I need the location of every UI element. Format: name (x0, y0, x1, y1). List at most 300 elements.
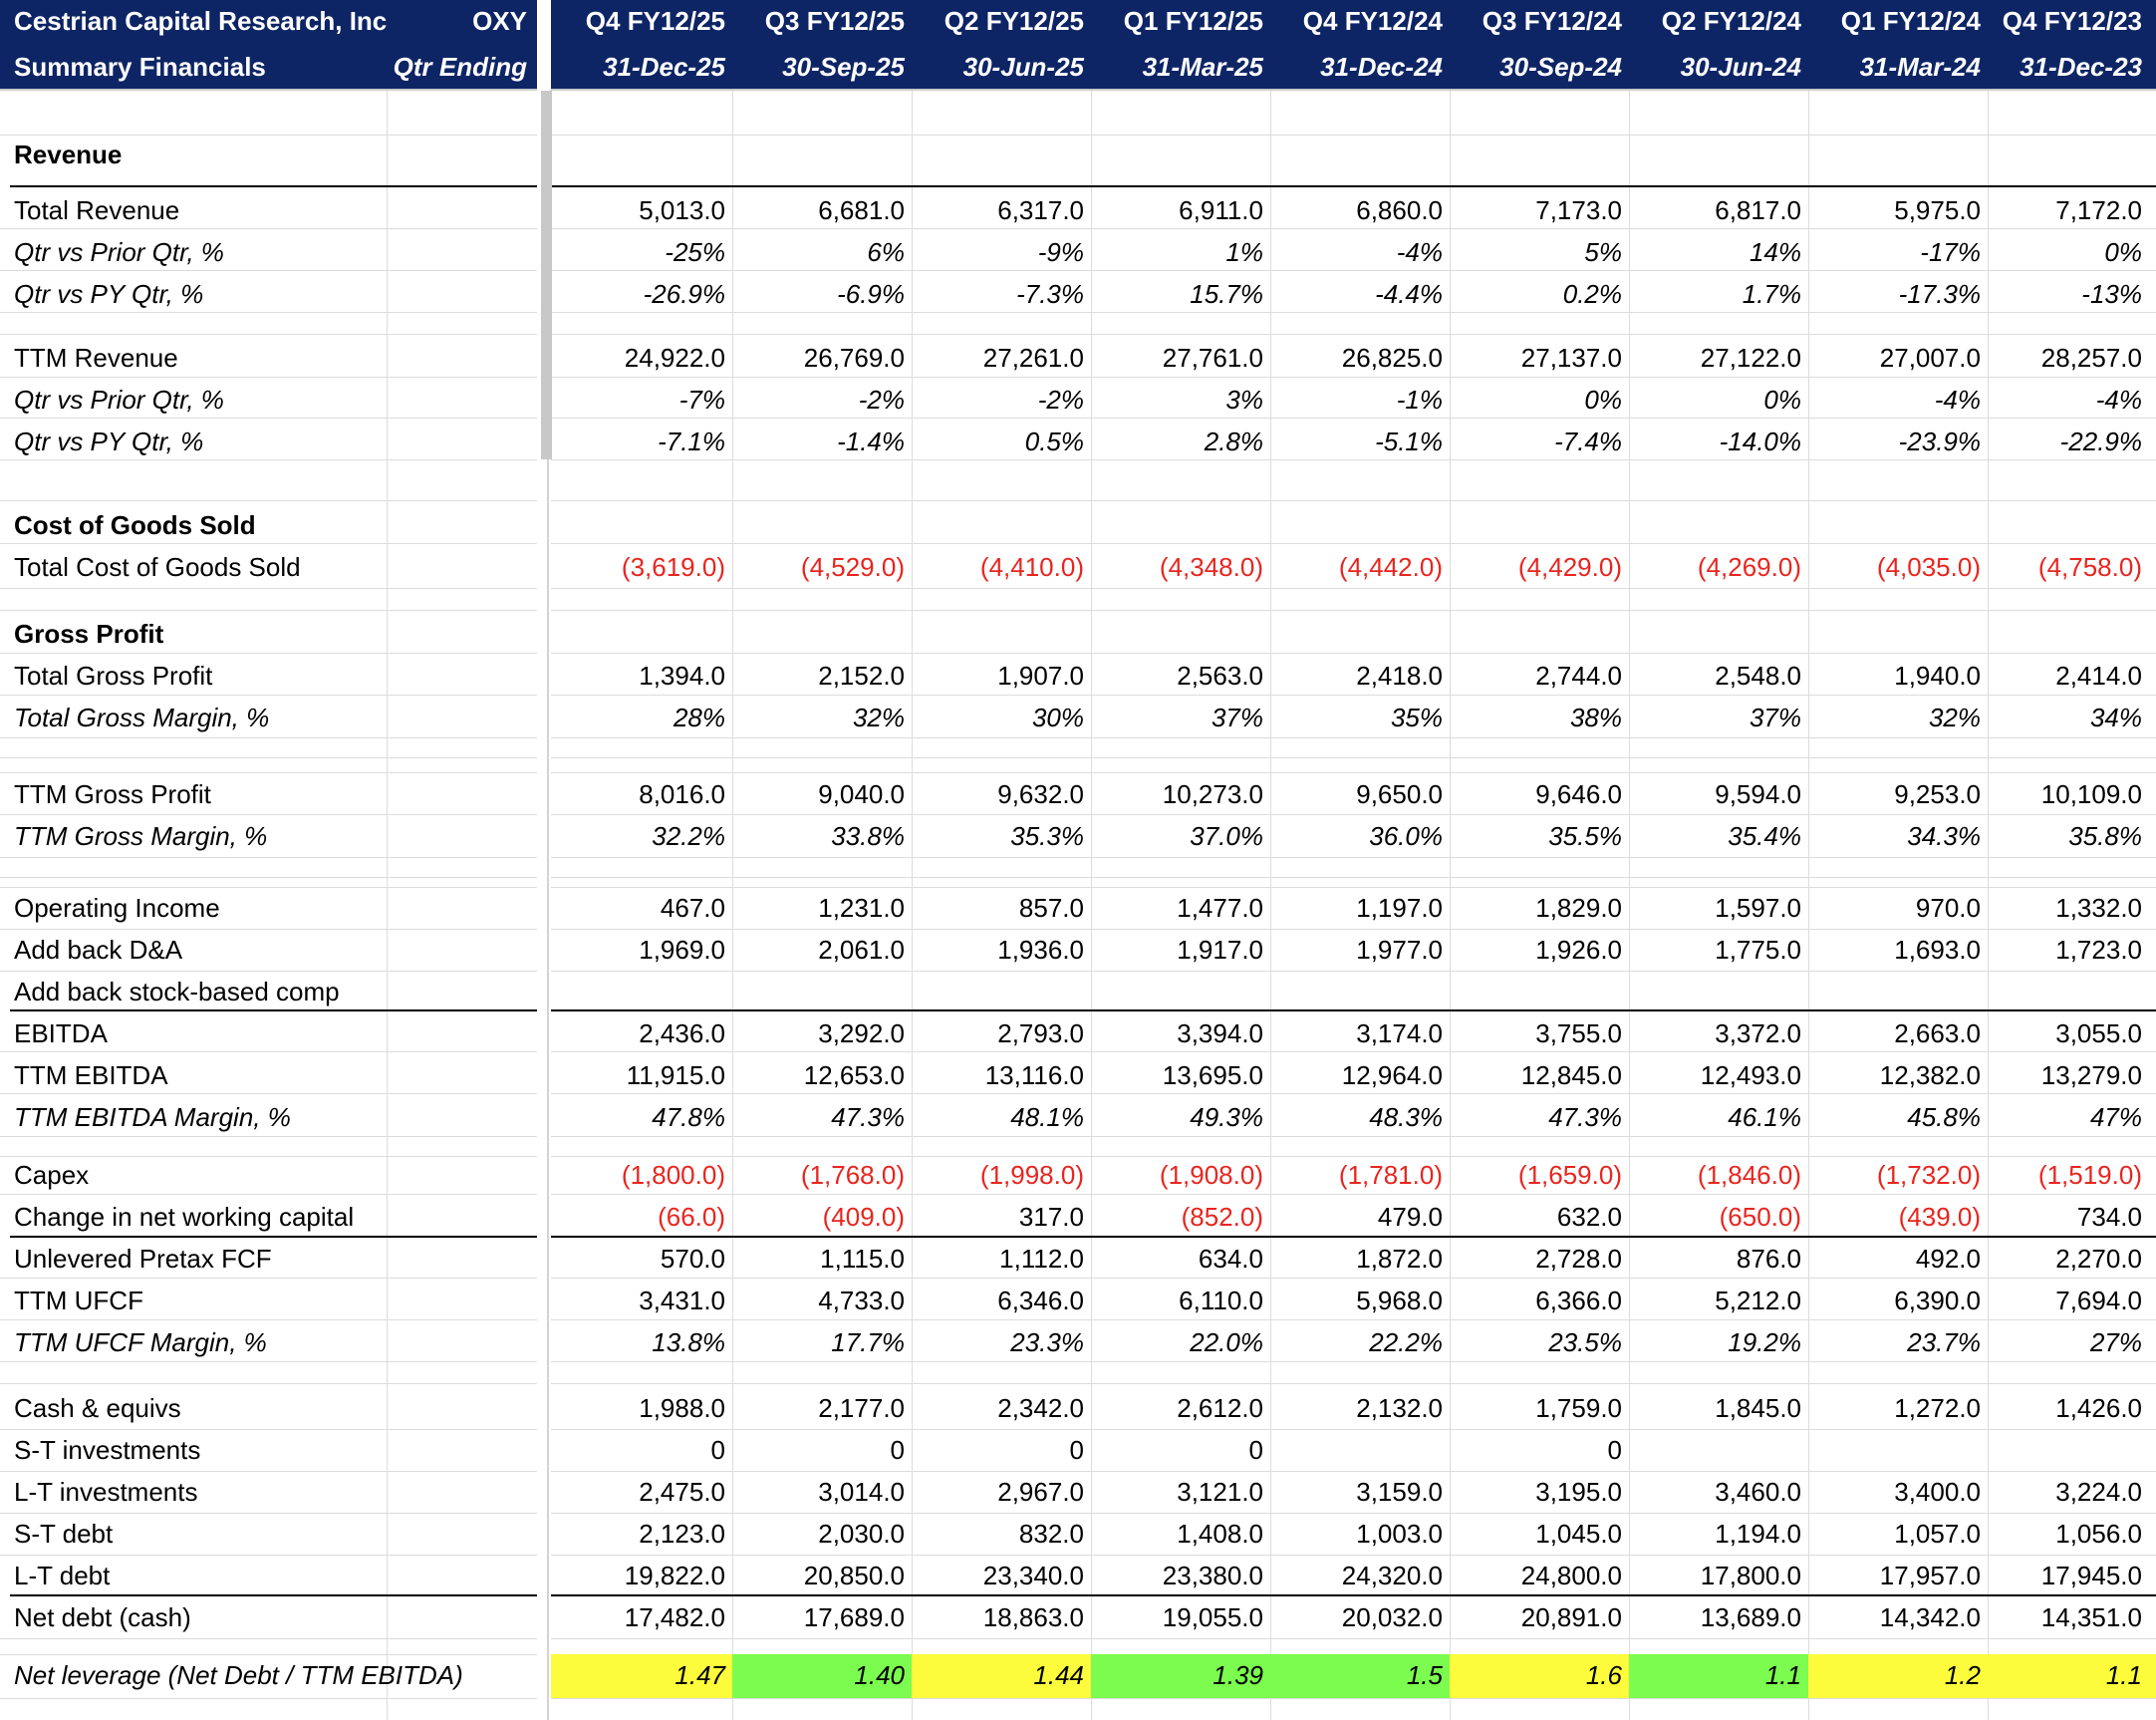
ttm-ebitda-margin-cell[interactable]: 47.3% (1548, 1102, 1622, 1132)
ttm-gm-cell[interactable]: 35.8% (2068, 821, 2142, 851)
net-debt-cell[interactable]: 14,351.0 (2040, 1602, 2142, 1632)
total-gp-cell[interactable]: 1,394.0 (639, 661, 725, 691)
total-gp-cell[interactable]: 2,152.0 (818, 661, 905, 691)
cash-cell[interactable]: 1,988.0 (639, 1393, 725, 1423)
total-gp-cell[interactable]: 2,563.0 (1177, 661, 1263, 691)
total-cogs-cell[interactable]: (3,619.0) (621, 552, 725, 582)
rev-yoy-cell[interactable]: 1.7% (1742, 279, 1801, 309)
column-quarter-3: Q1 FY12/25 (1123, 6, 1263, 36)
capex-cell[interactable]: (1,768.0) (800, 1160, 905, 1190)
st-inv-cell[interactable]: 0 (890, 1435, 905, 1465)
capex-cell[interactable]: (1,781.0) (1338, 1160, 1443, 1190)
ttm-revenue-cell[interactable]: 26,769.0 (803, 343, 905, 373)
grid-row-line (0, 1051, 2156, 1052)
total-revenue-cell[interactable]: 7,172.0 (2055, 195, 2142, 225)
grid-row-line (0, 1278, 2156, 1279)
total-gp-cell[interactable]: 2,744.0 (1535, 661, 1622, 691)
grid-row-line (0, 377, 2156, 378)
ufcf-cell[interactable]: 492.0 (1915, 1244, 1981, 1274)
ttm-ebitda-cell[interactable]: 12,845.0 (1520, 1060, 1622, 1090)
ttm-ufcf-cell[interactable]: 3,431.0 (639, 1286, 725, 1315)
rev-qoq-cell[interactable]: -4% (1396, 237, 1443, 267)
total-revenue-cell[interactable]: 6,817.0 (1715, 195, 1801, 225)
cash-cell[interactable]: 2,177.0 (818, 1393, 905, 1423)
sheet-subtitle: Summary Financials (14, 52, 266, 82)
st-debt-cell[interactable]: 832.0 (1018, 1519, 1084, 1549)
grid-row-line (0, 1513, 2156, 1514)
net-debt-cell[interactable]: 20,032.0 (1341, 1602, 1443, 1632)
nwc-cell[interactable]: 479.0 (1377, 1202, 1443, 1232)
op-income-cell[interactable]: 1,829.0 (1535, 893, 1622, 923)
column-quarter-0: Q4 FY12/25 (585, 6, 725, 36)
total-cogs-cell[interactable]: (4,410.0) (979, 552, 1084, 582)
ttm-ufcf-cell[interactable]: 7,694.0 (2055, 1286, 2142, 1315)
st-debt-cell[interactable]: 1,056.0 (2055, 1519, 2142, 1549)
ttm-ufcf-margin-cell[interactable]: 13.8% (652, 1327, 725, 1357)
total-gm-cell[interactable]: 28% (673, 703, 725, 732)
ttm-ebitda-margin-cell[interactable]: 47.3% (831, 1102, 905, 1132)
column-quarter-2: Q2 FY12/25 (943, 6, 1084, 36)
net-leverage-cell[interactable]: 1.1 (2105, 1660, 2142, 1690)
da-cell[interactable]: 1,917.0 (1177, 935, 1263, 965)
ttm-gp-cell[interactable]: 9,646.0 (1535, 779, 1622, 809)
nwc-cell[interactable]: 317.0 (1018, 1202, 1084, 1232)
ttm-revenue-cell[interactable]: 27,137.0 (1520, 343, 1622, 373)
ttm-ebitda-cell[interactable]: 12,964.0 (1341, 1060, 1443, 1090)
ttm-ebitda-margin-cell[interactable]: 48.1% (1010, 1102, 1084, 1132)
rev-qoq-cell[interactable]: -17% (1920, 237, 1981, 267)
net-debt-cell[interactable]: 13,689.0 (1700, 1602, 1801, 1632)
total-rule (10, 185, 2156, 187)
ttm-gp-cell[interactable]: 9,594.0 (1715, 779, 1801, 809)
net-debt-cell[interactable]: 19,055.0 (1162, 1602, 1263, 1632)
da-cell[interactable]: 1,969.0 (639, 935, 725, 965)
net-leverage-cell[interactable]: 1.44 (1033, 1660, 1084, 1690)
ebitda-cell[interactable]: 3,372.0 (1715, 1018, 1801, 1048)
ebitda-cell[interactable]: 2,436.0 (639, 1018, 725, 1048)
da-cell[interactable]: 1,693.0 (1894, 935, 1981, 965)
net-debt-label: Net debt (cash) (14, 1602, 191, 1632)
lt-debt-cell[interactable]: 23,340.0 (982, 1561, 1084, 1590)
grid-row-line (0, 1698, 2156, 1699)
ufcf-cell[interactable]: 1,872.0 (1356, 1244, 1443, 1274)
st-inv-cell[interactable]: 0 (1607, 1435, 1622, 1465)
total-cogs-cell[interactable]: (4,758.0) (2037, 552, 2142, 582)
lt-inv-cell[interactable]: 3,224.0 (2055, 1477, 2142, 1507)
ttm-revenue-cell[interactable]: 27,007.0 (1879, 343, 1981, 373)
ufcf-cell[interactable]: 2,270.0 (2055, 1244, 2142, 1274)
lt-debt-cell[interactable]: 17,800.0 (1700, 1561, 1801, 1590)
ttm-gp-cell[interactable]: 9,040.0 (818, 779, 905, 809)
ttm-rev-yoy-cell[interactable]: -1.4% (837, 427, 905, 456)
ttm-ufcf-label: TTM UFCF (14, 1286, 143, 1315)
st-debt-cell[interactable]: 1,408.0 (1177, 1519, 1263, 1549)
lt-debt-cell[interactable]: 17,945.0 (2040, 1561, 2142, 1590)
op-income-cell[interactable]: 1,477.0 (1177, 893, 1263, 923)
total-revenue-cell[interactable]: 5,013.0 (639, 195, 725, 225)
st-inv-cell[interactable]: 0 (1069, 1435, 1084, 1465)
ttm-rev-qoq-cell[interactable]: 0% (1763, 385, 1801, 415)
ttm-ufcf-margin-cell[interactable]: 17.7% (831, 1327, 905, 1357)
net-leverage-cell[interactable]: 1.6 (1585, 1660, 1622, 1690)
grid-row-line (0, 1156, 2156, 1157)
ttm-ebitda-margin-cell[interactable]: 49.3% (1190, 1102, 1263, 1132)
ttm-gp-cell[interactable]: 10,273.0 (1162, 779, 1263, 809)
ttm-ebitda-cell[interactable]: 11,915.0 (626, 1060, 725, 1090)
grid-column-line (912, 91, 913, 1720)
grid-column-line (1808, 91, 1809, 1720)
grid-column-line (732, 91, 733, 1720)
ttm-ufcf-margin-cell[interactable]: 23.7% (1907, 1327, 1981, 1357)
grid-row-line (0, 1429, 2156, 1430)
qtr-ending-label: Qtr Ending (393, 52, 527, 82)
st-debt-cell[interactable]: 2,123.0 (639, 1519, 725, 1549)
nwc-cell[interactable]: 734.0 (2076, 1202, 2142, 1232)
total-gp-cell[interactable]: 2,548.0 (1715, 661, 1801, 691)
capex-cell[interactable]: (1,998.0) (979, 1160, 1084, 1190)
ttm-rev-qoq-cell[interactable]: -2% (1037, 385, 1084, 415)
ttm-ufcf-margin-cell[interactable]: 22.0% (1190, 1327, 1263, 1357)
ufcf-cell[interactable]: 634.0 (1198, 1244, 1263, 1274)
ttm-gp-cell[interactable]: 9,632.0 (997, 779, 1084, 809)
ttm-rev-qoq-cell[interactable]: -4% (1934, 385, 1981, 415)
lt-inv-cell[interactable]: 3,014.0 (818, 1477, 905, 1507)
total-gm-cell[interactable]: 34% (2089, 703, 2142, 732)
rev-qoq-cell[interactable]: 0% (2104, 237, 2142, 267)
ticker: OXY (472, 6, 527, 36)
ttm-ufcf-cell[interactable]: 6,390.0 (1894, 1286, 1981, 1315)
ttm-ebitda-margin-cell[interactable]: 47.8% (652, 1102, 725, 1132)
rev-yoy-cell[interactable]: 15.7% (1190, 279, 1263, 309)
op-income-cell[interactable]: 1,231.0 (818, 893, 905, 923)
nwc-label: Change in net working capital (14, 1202, 355, 1232)
ttm-gm-cell[interactable]: 36.0% (1369, 821, 1443, 851)
total-cogs-cell[interactable]: (4,269.0) (1697, 552, 1801, 582)
op-income-cell[interactable]: 1,332.0 (2055, 893, 2142, 923)
ebitda-cell[interactable]: 2,663.0 (1894, 1018, 1981, 1048)
ttm-ufcf-cell[interactable]: 6,346.0 (997, 1286, 1084, 1315)
total-gm-cell[interactable]: 32% (1928, 703, 1981, 732)
ttm-ebitda-cell[interactable]: 12,382.0 (1879, 1060, 1981, 1090)
net-leverage-cell[interactable]: 1.47 (674, 1660, 725, 1690)
ttm-gm-cell[interactable]: 34.3% (1907, 821, 1981, 851)
ttm-ufcf-cell[interactable]: 5,968.0 (1356, 1286, 1443, 1315)
company-name: Cestrian Capital Research, Inc (14, 6, 388, 36)
da-cell[interactable]: 1,977.0 (1356, 935, 1443, 965)
grid-row-line (0, 418, 2156, 419)
total-revenue-cell[interactable]: 5,975.0 (1894, 195, 1981, 225)
op-income-cell[interactable]: 857.0 (1018, 893, 1084, 923)
cash-cell[interactable]: 2,342.0 (997, 1393, 1084, 1423)
ttm-ufcf-cell[interactable]: 6,110.0 (1179, 1286, 1263, 1315)
nwc-cell[interactable]: (66.0) (658, 1202, 725, 1232)
ttm-revenue-cell[interactable]: 28,257.0 (2040, 343, 2142, 373)
ttm-ebitda-margin-cell[interactable]: 47% (2089, 1102, 2142, 1132)
rev-yoy-cell[interactable]: -17.3% (1898, 279, 1981, 309)
ttm-ebitda-cell[interactable]: 13,279.0 (2040, 1060, 2142, 1090)
total-gm-cell[interactable]: 32% (852, 703, 905, 732)
ttm-ufcf-cell[interactable]: 6,366.0 (1535, 1286, 1622, 1315)
ttm-ufcf-margin-cell[interactable]: 22.2% (1369, 1327, 1443, 1357)
rev-qoq-cell[interactable]: 6% (867, 237, 905, 267)
net-debt-cell[interactable]: 20,891.0 (1520, 1602, 1622, 1632)
ttm-ebitda-margin-cell[interactable]: 45.8% (1907, 1102, 1981, 1132)
total-gm-cell[interactable]: 37% (1749, 703, 1801, 732)
lt-inv-cell[interactable]: 3,159.0 (1356, 1477, 1443, 1507)
ttm-rev-yoy-cell[interactable]: 2.8% (1204, 427, 1263, 456)
ttm-ufcf-margin-cell[interactable]: 19.2% (1728, 1327, 1801, 1357)
total-gp-label: Total Gross Profit (14, 661, 213, 691)
ttm-ufcf-cell[interactable]: 4,733.0 (818, 1286, 905, 1315)
da-cell[interactable]: 1,936.0 (997, 935, 1084, 965)
ttm-revenue-label: TTM Revenue (14, 343, 178, 373)
capex-cell[interactable]: (1,846.0) (1697, 1160, 1801, 1190)
column-date-7: 31-Mar-24 (1859, 52, 1981, 82)
ttm-ufcf-margin-cell[interactable]: 27% (2089, 1327, 2142, 1357)
capex-cell[interactable]: (1,659.0) (1517, 1160, 1622, 1190)
ttm-gp-cell[interactable]: 9,650.0 (1356, 779, 1443, 809)
capex-cell[interactable]: (1,732.0) (1876, 1160, 1981, 1190)
total-gp-cell[interactable]: 1,940.0 (1894, 661, 1981, 691)
rev-yoy-cell[interactable]: 0.2% (1562, 279, 1622, 309)
st-debt-cell[interactable]: 1,057.0 (1894, 1519, 1981, 1549)
ttm-revenue-cell[interactable]: 27,261.0 (982, 343, 1084, 373)
ttm-gm-cell[interactable]: 33.8% (831, 821, 905, 851)
ttm-revenue-cell[interactable]: 26,825.0 (1341, 343, 1443, 373)
op-income-cell[interactable]: 1,197.0 (1356, 893, 1443, 923)
op-income-cell[interactable]: 467.0 (660, 893, 725, 923)
total-gm-cell[interactable]: 38% (1569, 703, 1622, 732)
da-label: Add back D&A (14, 935, 183, 965)
total-cogs-cell[interactable]: (4,035.0) (1876, 552, 1981, 582)
ttm-rev-qoq-cell[interactable]: 0% (1584, 385, 1622, 415)
lt-debt-label: L-T debt (14, 1561, 111, 1590)
total-cogs-cell[interactable]: (4,429.0) (1517, 552, 1622, 582)
total-gp-cell[interactable]: 2,418.0 (1356, 661, 1443, 691)
grid-row-line (0, 1136, 2156, 1137)
ttm-ufcf-cell[interactable]: 5,212.0 (1715, 1286, 1801, 1315)
lt-inv-cell[interactable]: 2,967.0 (997, 1477, 1084, 1507)
ttm-ebitda-margin-cell[interactable]: 48.3% (1369, 1102, 1443, 1132)
cash-cell[interactable]: 2,132.0 (1356, 1393, 1443, 1423)
ttm-ufcf-margin-cell[interactable]: 23.3% (1010, 1327, 1084, 1357)
nwc-cell[interactable]: 632.0 (1556, 1202, 1622, 1232)
ttm-gm-cell[interactable]: 35.4% (1728, 821, 1801, 851)
cash-cell[interactable]: 2,612.0 (1177, 1393, 1263, 1423)
lt-debt-cell[interactable]: 23,380.0 (1162, 1561, 1263, 1590)
cash-cell[interactable]: 1,272.0 (1894, 1393, 1981, 1423)
total-rule (10, 1009, 2156, 1011)
net-leverage-cell[interactable]: 1.40 (854, 1660, 905, 1690)
ttm-rev-yoy-cell[interactable]: -23.9% (1898, 427, 1981, 456)
rev-qoq-cell[interactable]: 5% (1584, 237, 1622, 267)
ttm-ebitda-margin-label: TTM EBITDA Margin, % (14, 1102, 291, 1132)
rev-qoq-cell[interactable]: 1% (1225, 237, 1263, 267)
lt-inv-cell[interactable]: 3,460.0 (1715, 1477, 1801, 1507)
net-leverage-label: Net leverage (Net Debt / TTM EBITDA) (14, 1660, 463, 1690)
ttm-gm-label: TTM Gross Margin, % (14, 821, 268, 851)
da-cell[interactable]: 1,723.0 (2055, 935, 2142, 965)
capex-cell[interactable]: (1,908.0) (1159, 1160, 1263, 1190)
cash-cell[interactable]: 1,426.0 (2055, 1393, 2142, 1423)
rev-qoq-cell[interactable]: -25% (665, 237, 725, 267)
net-debt-cell[interactable]: 14,342.0 (1879, 1602, 1981, 1632)
ttm-ebitda-cell[interactable]: 12,493.0 (1700, 1060, 1801, 1090)
total-revenue-cell[interactable]: 7,173.0 (1535, 195, 1622, 225)
ufcf-cell[interactable]: 2,728.0 (1535, 1244, 1622, 1274)
rev-qoq-cell[interactable]: 14% (1749, 237, 1801, 267)
ttm-gp-cell[interactable]: 10,109.0 (2040, 779, 2142, 809)
sbc-label: Add back stock-based comp (14, 977, 340, 1006)
grid-row-line (0, 929, 2156, 930)
total-revenue-cell[interactable]: 6,860.0 (1356, 195, 1443, 225)
ufcf-cell[interactable]: 876.0 (1736, 1244, 1801, 1274)
ttm-gm-cell[interactable]: 32.2% (652, 821, 725, 851)
ttm-rev-yoy-cell[interactable]: -7.4% (1554, 427, 1622, 456)
st-debt-cell[interactable]: 1,194.0 (1715, 1519, 1801, 1549)
nwc-cell[interactable]: (409.0) (822, 1202, 905, 1232)
grid-row-line (0, 1471, 2156, 1472)
column-quarter-5: Q3 FY12/24 (1482, 6, 1622, 36)
ttm-rev-qoq-cell[interactable]: -2% (858, 385, 905, 415)
net-debt-cell[interactable]: 17,482.0 (624, 1602, 725, 1632)
ttm-ebitda-cell[interactable]: 12,653.0 (803, 1060, 905, 1090)
total-gm-cell[interactable]: 37% (1211, 703, 1263, 732)
ttm-rev-qoq-cell[interactable]: -1% (1396, 385, 1443, 415)
nwc-cell[interactable]: (650.0) (1719, 1202, 1801, 1232)
ttm-rev-yoy-cell[interactable]: 0.5% (1024, 427, 1084, 456)
da-cell[interactable]: 1,775.0 (1715, 935, 1801, 965)
nwc-cell[interactable]: (852.0) (1181, 1202, 1263, 1232)
ttm-revenue-cell[interactable]: 27,761.0 (1162, 343, 1263, 373)
total-cogs-label: Total Cost of Goods Sold (14, 552, 301, 582)
ebitda-cell[interactable]: 2,793.0 (997, 1018, 1084, 1048)
total-revenue-cell[interactable]: 6,681.0 (818, 195, 905, 225)
total-revenue-cell[interactable]: 6,317.0 (997, 195, 1084, 225)
total-cogs-cell[interactable]: (4,442.0) (1338, 552, 1443, 582)
net-debt-cell[interactable]: 18,863.0 (982, 1602, 1084, 1632)
st-inv-cell[interactable]: 0 (1248, 1435, 1263, 1465)
lt-debt-cell[interactable]: 20,850.0 (803, 1561, 905, 1590)
ttm-gm-cell[interactable]: 37.0% (1190, 821, 1263, 851)
ttm-gm-cell[interactable]: 35.3% (1010, 821, 1084, 851)
capex-cell[interactable]: (1,800.0) (621, 1160, 725, 1190)
ufcf-cell[interactable]: 570.0 (660, 1244, 725, 1274)
net-leverage-cell[interactable]: 1.2 (1944, 1660, 1981, 1690)
ebitda-cell[interactable]: 3,292.0 (818, 1018, 905, 1048)
op-income-cell[interactable]: 970.0 (1915, 893, 1981, 923)
total-gp-cell[interactable]: 2,414.0 (2055, 661, 2142, 691)
ttm-rev-qoq-cell[interactable]: -4% (2095, 385, 2142, 415)
total-cogs-cell[interactable]: (4,348.0) (1159, 552, 1263, 582)
grid-row-line (0, 877, 2156, 878)
ttm-gp-cell[interactable]: 9,253.0 (1894, 779, 1981, 809)
lt-inv-cell[interactable]: 3,400.0 (1894, 1477, 1981, 1507)
cash-cell[interactable]: 1,759.0 (1535, 1393, 1622, 1423)
st-debt-cell[interactable]: 2,030.0 (818, 1519, 905, 1549)
op-income-cell[interactable]: 1,597.0 (1715, 893, 1801, 923)
total-gp-cell[interactable]: 1,907.0 (997, 661, 1084, 691)
grid-column-line (387, 91, 388, 1720)
ttm-rev-qoq-cell[interactable]: 3% (1225, 385, 1263, 415)
ebitda-cell[interactable]: 3,755.0 (1535, 1018, 1622, 1048)
capex-cell[interactable]: (1,519.0) (2037, 1160, 2142, 1190)
total-revenue-cell[interactable]: 6,911.0 (1179, 195, 1263, 225)
column-date-5: 30-Sep-24 (1499, 52, 1622, 82)
ufcf-cell[interactable]: 1,115.0 (820, 1244, 905, 1274)
total-cogs-cell[interactable]: (4,529.0) (800, 552, 905, 582)
st-inv-cell[interactable]: 0 (710, 1435, 725, 1465)
da-cell[interactable]: 2,061.0 (818, 935, 905, 965)
cash-cell[interactable]: 1,845.0 (1715, 1393, 1801, 1423)
grid-row-line (0, 695, 2156, 696)
column-date-8: 31-Dec-23 (2020, 52, 2142, 82)
ttm-rev-yoy-cell[interactable]: -7.1% (658, 427, 725, 456)
ttm-revenue-cell[interactable]: 24,922.0 (624, 343, 725, 373)
total-gm-cell[interactable]: 30% (1031, 703, 1084, 732)
rev-yoy-cell[interactable]: -13% (2081, 279, 2142, 309)
rev-yoy-cell[interactable]: -6.9% (837, 279, 905, 309)
lt-inv-cell[interactable]: 3,121.0 (1177, 1477, 1263, 1507)
ttm-rev-yoy-cell[interactable]: -14.0% (1719, 427, 1801, 456)
revenue-section-label: Revenue (14, 140, 123, 169)
ttm-ebitda-margin-cell[interactable]: 46.1% (1728, 1102, 1801, 1132)
freeze-pane-scroll-handle[interactable] (541, 91, 552, 459)
st-debt-cell[interactable]: 1,003.0 (1356, 1519, 1443, 1549)
ttm-ebitda-cell[interactable]: 13,695.0 (1162, 1060, 1263, 1090)
nwc-cell[interactable]: (439.0) (1898, 1202, 1981, 1232)
ttm-rev-yoy-cell[interactable]: -5.1% (1375, 427, 1443, 456)
grid-row-line (0, 1319, 2156, 1320)
net-leverage-cell[interactable]: 1.5 (1406, 1660, 1443, 1690)
st-debt-cell[interactable]: 1,045.0 (1535, 1519, 1622, 1549)
lt-inv-cell[interactable]: 2,475.0 (639, 1477, 725, 1507)
lt-inv-cell[interactable]: 3,195.0 (1535, 1477, 1622, 1507)
grid-row-line (0, 814, 2156, 815)
net-debt-cell[interactable]: 17,689.0 (803, 1602, 905, 1632)
ttm-ufcf-margin-cell[interactable]: 23.5% (1548, 1327, 1622, 1357)
ttm-ebitda-cell[interactable]: 13,116.0 (984, 1060, 1084, 1090)
grid-row-line (0, 500, 2156, 501)
rev-yoy-cell[interactable]: -7.3% (1016, 279, 1084, 309)
ttm-rev-yoy-cell[interactable]: -22.9% (2059, 427, 2142, 456)
lt-debt-cell[interactable]: 17,957.0 (1879, 1561, 1981, 1590)
ttm-rev-qoq-label: Qtr vs Prior Qtr, % (14, 385, 224, 415)
total-gm-cell[interactable]: 35% (1390, 703, 1443, 732)
ebitda-cell[interactable]: 3,055.0 (2055, 1018, 2142, 1048)
ufcf-cell[interactable]: 1,112.0 (999, 1244, 1084, 1274)
ttm-rev-qoq-cell[interactable]: -7% (678, 385, 725, 415)
ttm-ufcf-margin-label: TTM UFCF Margin, % (14, 1327, 267, 1357)
lt-debt-cell[interactable]: 24,320.0 (1341, 1561, 1443, 1590)
st-inv-label: S-T investments (14, 1435, 201, 1465)
lt-debt-cell[interactable]: 19,822.0 (624, 1561, 725, 1590)
rev-yoy-cell[interactable]: -26.9% (643, 279, 725, 309)
da-cell[interactable]: 1,926.0 (1535, 935, 1622, 965)
rev-yoy-cell[interactable]: -4.4% (1375, 279, 1443, 309)
net-leverage-cell[interactable]: 1.39 (1213, 1660, 1263, 1690)
lt-debt-cell[interactable]: 24,800.0 (1520, 1561, 1622, 1590)
ttm-gm-cell[interactable]: 35.5% (1548, 821, 1622, 851)
grid-row-line (0, 312, 2156, 313)
ebitda-cell[interactable]: 3,174.0 (1356, 1018, 1443, 1048)
grid-row-line (0, 1638, 2156, 1639)
net-leverage-cell[interactable]: 1.1 (1764, 1660, 1801, 1690)
ttm-gp-cell[interactable]: 8,016.0 (639, 779, 725, 809)
rev-qoq-cell[interactable]: -9% (1037, 237, 1084, 267)
ttm-revenue-cell[interactable]: 27,122.0 (1700, 343, 1801, 373)
ebitda-cell[interactable]: 3,394.0 (1177, 1018, 1263, 1048)
